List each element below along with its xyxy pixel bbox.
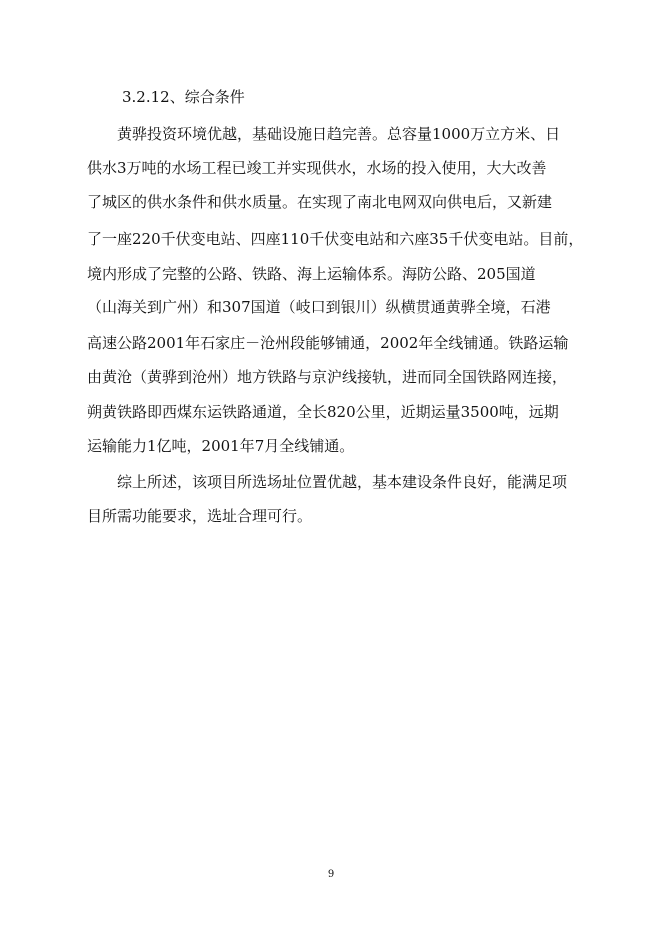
paragraph-line: 综上所述，该项目所选场址位置优越，基本建设条件良好，能满足项 — [117, 473, 568, 491]
paragraph-line: 了城区的供水条件和供水质量。在实现了南北电网双向供电后，又新建 — [87, 193, 553, 211]
paragraph-line: 由黄沧（黄骅到沧州）地方铁路与京沪线接轨，进而同全国铁路网连接， — [87, 368, 568, 386]
paragraph-line: 了一座220千伏变电站、四座110千伏变电站和六座35千伏变电站。目前， — [87, 230, 584, 248]
paragraph-line: （山海关到广州）和307国道（岐口到银川）纵横贯通黄骅全境，石港 — [87, 298, 551, 316]
paragraph-line: 运输能力1亿吨，2001年7月全线铺通。 — [87, 437, 355, 455]
page-number: 9 — [327, 869, 335, 880]
paragraph-line: 高速公路2001年石家庄－沧州段能够铺通，2002年全线铺通。铁路运输 — [87, 334, 569, 352]
paragraph-line: 境内形成了完整的公路、铁路、海上运输体系。海防公路、205国道 — [87, 265, 536, 283]
paragraph-line: 供水3万吨的水场工程已竣工并实现供水，水场的投入使用，大大改善 — [87, 159, 547, 177]
section-heading: 3.2.12、综合条件 — [122, 88, 245, 106]
paragraph-line: 朔黄铁路即西煤东运铁路通道，全长820公里，近期运量3500吨，远期 — [87, 403, 559, 421]
paragraph-line: 黄骅投资环境优越，基础设施日趋完善。总容量1000万立方米、日 — [117, 125, 561, 143]
paragraph-line: 目所需功能要求，选址合理可行。 — [87, 507, 313, 525]
